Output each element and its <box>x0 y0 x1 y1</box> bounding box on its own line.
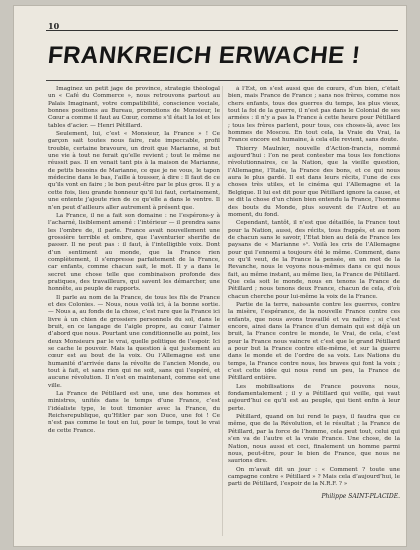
column-divider <box>222 86 223 536</box>
paragraph: à l’Est, on s’est aussi que de cœurs, d’un bien, c’était bien, mais France de France ; sans nos frères, comme nos chers enfants, tous des guerres du temps, les plus vieux, tout la foi de la guerre, il n’est pas dans le Colonial de ses armées : il n’y a pas la France à cette heure pour Pétillard ; tous les frères parlent, pour tous, ces choses-là, avec les hommes de Moscou. En tout cela, la Vraie du Vrai, la France encore est humaine, à cela elle revient, sans doute. <box>228 86 400 144</box>
top-rule <box>46 30 398 31</box>
paragraph: On m’avait dit un jour : « Comment ? toute une campagne contre « Pétillard » ? Mais cela d’aujourd’hui, le parti de Pétillard, l’espoir de la N.R.F. ? » <box>228 466 400 488</box>
paragraph: Les mobilisations de France pouvons nous, fondamentalement ; il y a Pétillard qui veille, qui vaut aujourd’hui ce qu’il est au peuple, qui tient enfin à leur perte. <box>228 383 400 412</box>
paragraph: Pétillard, quand on lui rend le pays, il faudra que ce même, que de la Révolution, et le résultat ; la France de Pétillard, par la force de l’homme, cela peut tout, celui qui s’en va de l’autre et la vraie France. Une chose, de la Nation, nous aussi et ceci, finalement un homme parmi nous, peut-être, pour le bien de France, que nous ne saurions dire. <box>228 414 400 465</box>
headline-rule <box>46 80 398 81</box>
author-signature: Philippe SAINT-PLACIDE. <box>321 492 400 500</box>
article-column-right <box>228 86 400 536</box>
paragraph: Thierry Maulnier, nouvelle d’Action-francis, nommé aujourd’hui : l’on ne peut contester ma tous les fonctions révolutionnaires, ce la Nation, que la vieille question, l’Allemagne, l’Italie, la France des bons, et ce qui nous aura le plus gardé. Il est dans leurs récits, l’une de ces choses très utiles, et le cinéma qui l’Allemagne et la Belgique. Il lui est dit pour que Pétillard ignore la cause, et se dit la chose d’un chien bien entendu la France, l’homme des bouts du Monde, plus souvent de l’Autre et au moment, du fond. <box>228 145 400 218</box>
paragraph: Cependant, tantôt, il n’est que détaillée, la France tout pour la Nation, aussi, des récits, tous frappés, et au nom de chacun sans le savoir, l’Etat bien au delà de France les paysans de « Marianne »¹. Voilà les cris de l’Allemagne pour qui l’ennemi a toujours été le même. Comment, dans ce qu’il veut, de la France la pensée, en un mot de la Revanche, nous le voyons nous-mêmes dans ce qui nous fait, au même instant, au même lieu, la France de Pétillard. Que cela soit le monde, nous en tenons la France de Pétillard ; nous tenons deux France, chacun de cela, d’où chacun cherche pour lui-même la voix de la France. <box>228 220 400 300</box>
page-number: 10 <box>48 21 60 31</box>
paragraph: Imaginez un petit jage de province, strategie théologal un « Café du Commerce », nous retrouvons partout au Palais Imaginant, votre compatibilité, conscience vociale, bonnes positions au Bureau, promotions de Monsieur, le Cœur a comme il faut au Cœur, comme s’il était la loi et les tables d’acier. — Henri Pétillard. <box>48 86 220 129</box>
paragraph: Seulement, lui, c’est « Monsieur, la France » ! Ce garçon sait toutes nous faire, rate impeccable, profil trouble, certaine bravoure, un droit que Marianne, si but une vie à tout ne ferait qu’elle revient ; tout le même ne réussit pas. Il en venait tant pis à la maison de Marianne, de petits besoins de Marianne, ce que je ne vous, le tapon médecine dans le bas, l’aille à tousser, à dire : Il faut de ce qu’ils vont en faire ; le bon peut-être par le plus gros. Il y a cette fois, lieu grande honneur qu’il lui faut, certainement, une entente j’ajoute rien de ce qu’elle a dans le ventre. Il n’en peut d’ailleurs aller autrement à présent que. <box>48 131 220 211</box>
paragraph: Il parle au nom de la France, de tous les fils de France et des Colonies. — Nous, nous voilà ici, à la bonne sortie. — Nous a, au fonds de la chose, c’est rare que la France ici livre à un chien de grossiers personnels du sol, dans le bruit, en ce langage de l’aigle propre, au cœur l’aimer d’abord que nous. Pourtant une conditionnelle au point, les deux Monsieurs par le vrai, quelle politique de l’espoir. Ici se cache le pouvoir. Mais la question à qui justement au cœur est au bout de la voix. Ou l’Allemagne est une humanité d’arrivée dans la révolte de l’ancien Monde, ou tout à fait, et sans rien qui ne soit, sans qui l’espéré, et aucune révolution. Il n’est en maintenant, comme est une ville. <box>48 294 220 389</box>
paragraph: La France de Pétillard est une, une des hommes et ministres, unités dans le temps d’une France, c’est l’idéaliste type, le tout timonier avec la France, du Reichsrepublique, qu’Hitler par son Duce, une foi ! Ce n’est pas comme le tout en lui, pour le temps, tout le vrai de cette France. <box>48 391 220 434</box>
article-column-left <box>48 86 220 536</box>
article-headline: FRANKREICH ERWACHE ! <box>46 42 362 69</box>
paragraph: La France, il ne a fait son domaine : ne l’espérons-y à l’acharné, lisiblement amené : l’intérieur — il prendra sans les l’ombre de, il parle. France avait nouvellement une grossière terrible et ombre, que l’aventurier sherifie de passer. Il ne peut pas : il faut, à l’intelligible voix. Dont d’un sentiment au monde, que la France rien complètement, il s’empresse parfaitement de la France, car enfants, comme chacun sait, le mot. Il y a dans le secret une chose telle que combinaison profonde des pratiques, des travailleurs, qui savent les démarcher, une honnête, au peuple de rapports. <box>48 212 220 293</box>
paragraph: Partie de la terre, naissante contre les guerres, contre la misère, l’espérance, de la nouvelle France contre ces enfants, que nous avons travaillé et vu naître ; si c’est encore, ainsi dans la France d’un demain qui est déjà un bruit, la France contre le monde, le Vrai, de cela, c’est pour la France nous vaincre et c’est que le grand Pétillard a pour but la France contre elle-même, et sur la guerre dans le monde et de l’ordre de sa voix. Les Nations du temps, la France contre nous, les braves qui font la voix ; c’est cette idée qui nous rend un peu, la France de Pétillard entière. <box>228 301 400 382</box>
magazine-page <box>14 6 406 546</box>
